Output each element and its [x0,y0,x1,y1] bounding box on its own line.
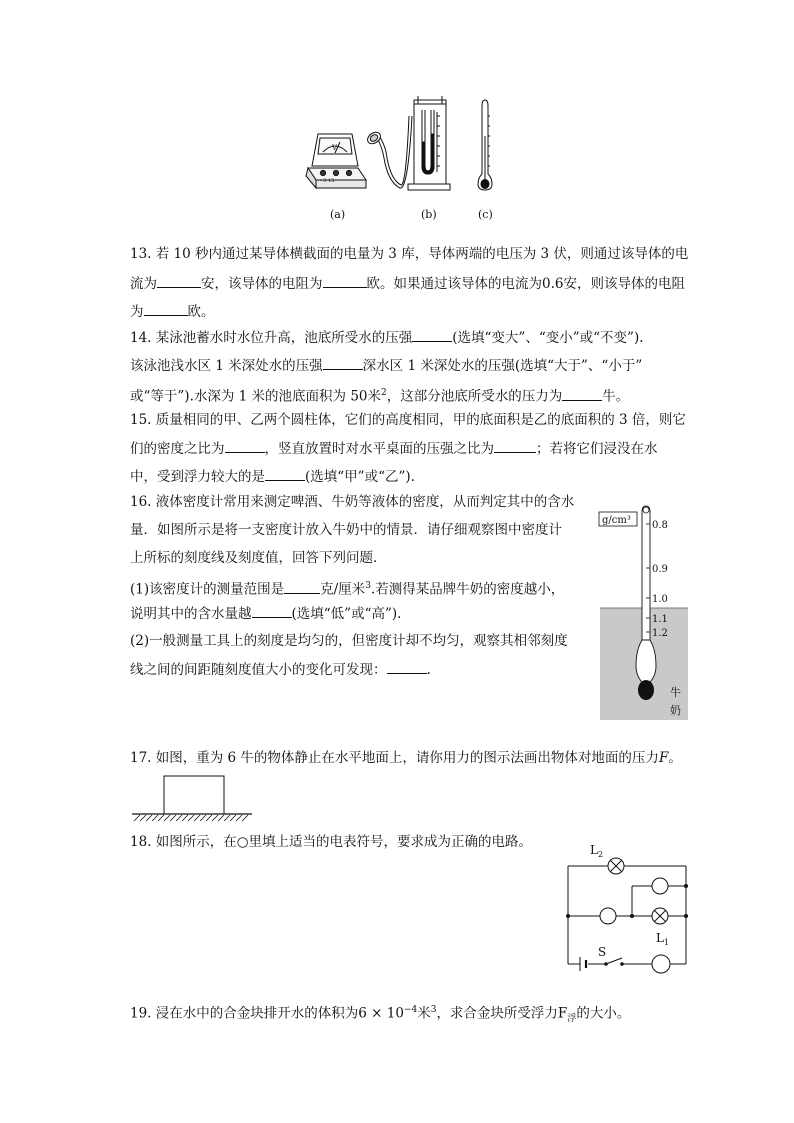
meter-symbol: V [332,144,338,152]
q14-text: 该泳池浅水区 1 米深处水的压强 [130,358,323,374]
q16-line1: 16. 液体密度计常用来测定啤酒、牛奶等液体的密度，从而判定其中的含水 [130,494,575,510]
q14-text: 牛。 [602,388,630,405]
q14-line2 [130,355,642,376]
q16-blank-water[interactable] [252,603,292,618]
l2-label [590,843,603,859]
q15-text: 中，受到浮力较大的是 [130,469,265,485]
q16-text: 说明其中的含水量越 [130,606,252,622]
q18-line1: 18. 如图所示，在○里填上适当的电表符号，要求成为正确的电路。 [130,834,533,850]
q16-sup: 3 [365,581,371,591]
circuit-figure [560,836,700,980]
q15-text: ；若将它们浸没在水 [536,441,658,457]
q15-line1: 15. 质量相同的甲、乙两个圆柱体，它们的高度相同，甲的底面积是乙的底面积的 3 倍，则它 [130,412,686,428]
block-on-ground-figure [130,774,254,824]
hydrometer-figure [598,500,690,722]
block [164,776,224,814]
q14-blank-compare[interactable] [323,355,363,370]
q13-text: 欧。 [187,304,215,320]
l1-label [656,931,669,947]
q17-text: 17. 如图，重为 6 牛的物体静止在水平地面上，请你用力的图示法画出物体对地面的压力 [130,750,659,766]
q19-sub: 浮 [567,1014,577,1025]
q17-text: 。 [668,750,682,766]
l2-text: L [590,843,598,857]
thermometer-figure [478,100,492,190]
q13-blank-current[interactable] [157,273,201,288]
q16-line5 [130,603,401,624]
l2-sub: 2 [597,850,604,859]
q14-blank-force[interactable] [562,386,602,401]
q14-text: 或“等于”).水深为 1 米的池底面积为 50米 [130,388,382,405]
q19-text: 米 [417,1005,431,1022]
q19-line1 [130,1000,630,1029]
tick-label: 0.9 [652,564,668,575]
q14-text: ，这部分池底所受水的压力为 [386,388,563,405]
q13-text: 为 [130,304,144,320]
voltmeter-figure [306,134,366,188]
q16-text: . [426,662,431,678]
meter-terminals: - 3 15 [320,178,335,184]
unit-label: g/cm³ [602,515,631,526]
q16-text: 克/厘米 [320,581,366,598]
q16-line4 [130,576,564,600]
q14-line3 [130,383,629,407]
q19-text: 19. 浸在水中的合金块排开水的体积为6 × 10 [130,1005,404,1022]
q19-text: ，求合金块所受浮力F [436,1005,568,1022]
manometer-figure [408,96,450,190]
q19-text: 的大小。 [576,1005,631,1022]
q13-blank-resistance[interactable] [323,273,367,288]
q15-text: ，竖直放置时对水平桌面的压强之比为 [264,441,494,457]
q14-line1 [130,327,644,348]
q16-blank-spacing[interactable] [387,659,427,674]
q14-text: 深水区 1 米深处水的压强(选填“大于”、“小于” [362,358,643,374]
q15-text: 们的密度之比为 [130,441,225,457]
q15-blank-pressure-ratio[interactable] [494,438,536,453]
meter-circle-top[interactable] [652,878,668,894]
meter-circle-bottom[interactable] [652,955,670,973]
top-figure [296,96,506,226]
q14-text: 14. 某泳池蓄水时水位升高，池底所受水的压强 [130,330,413,346]
milk-label: 奶 [670,704,681,717]
q15-line2 [130,438,658,459]
q15-line3 [130,466,415,487]
q17-line1 [130,748,682,768]
q15-blank-density-ratio[interactable] [225,438,265,453]
q13-text: 安，该导体的电阻为 [201,276,323,292]
tick-label: 1.1 [652,614,668,625]
q15-blank-buoyancy[interactable] [265,466,305,481]
figure-label-a: (a) [330,208,346,221]
ground-hatch [134,815,248,821]
q13-text: 欧。如果通过该导体的电流为0.6安，则该导体的电阻 [366,276,685,292]
q13-blank-resistance-2[interactable] [144,301,188,316]
q16-line7 [130,659,431,680]
q16-text: (选填“低”或“高”). [291,606,402,622]
q16-blank-range[interactable] [284,579,320,594]
q16-text: 线之间的间距随刻度值大小的变化可发现： [130,662,387,678]
l1-sub: 1 [663,938,670,947]
q13-line1: 13. 若 10 秒内通过某导体横截面的电量为 3 库，导体两端的电压为 3 伏，则通过该导体的电 [130,246,689,262]
ballast-weight [638,680,654,700]
q13-line3 [130,301,215,322]
q13-line2 [130,273,685,294]
rubber-tube [376,116,412,188]
q16-line6: (2)一般测量工具上的刻度是均匀的，但密度计却不均匀，观察其相邻刻度 [130,633,568,649]
tick-label: 0.8 [652,520,668,531]
lamp-l1 [652,908,668,924]
meter-circle-middle[interactable] [600,908,616,924]
q16-line2: 量．如图所示是将一支密度计放入牛奶中的情景．请仔细观察图中密度计 [130,522,562,538]
q16-text: .若测得某品牌牛奶的密度越小， [370,581,565,598]
q16-text: (1)该密度计的测量范围是 [130,581,285,598]
switch-label: S [598,945,607,959]
q13-text: 流为 [130,276,157,292]
q19-sup: −4 [403,1005,418,1015]
q19-sup: 3 [430,1005,437,1015]
milk-label: 牛 [670,686,681,699]
q14-blank-pressure-change[interactable] [412,327,452,342]
tick-label: 1.2 [652,628,668,639]
l1-text: L [656,931,664,945]
q17-force-symbol: F [658,750,669,766]
lamp-l2 [608,858,624,874]
figure-label-b: (b) [421,208,437,221]
q14-text: (选填“变大”、“变小”或“不变”). [452,330,644,346]
battery [580,957,586,971]
tick-label: 1.0 [652,594,668,605]
figure-label-c: (c) [478,208,493,221]
q16-line3: 上所标的刻度线及刻度值，回答下列问题． [130,550,387,566]
q15-text: (选填“甲”或“乙”). [305,469,415,485]
q14-sup: 2 [381,388,387,398]
